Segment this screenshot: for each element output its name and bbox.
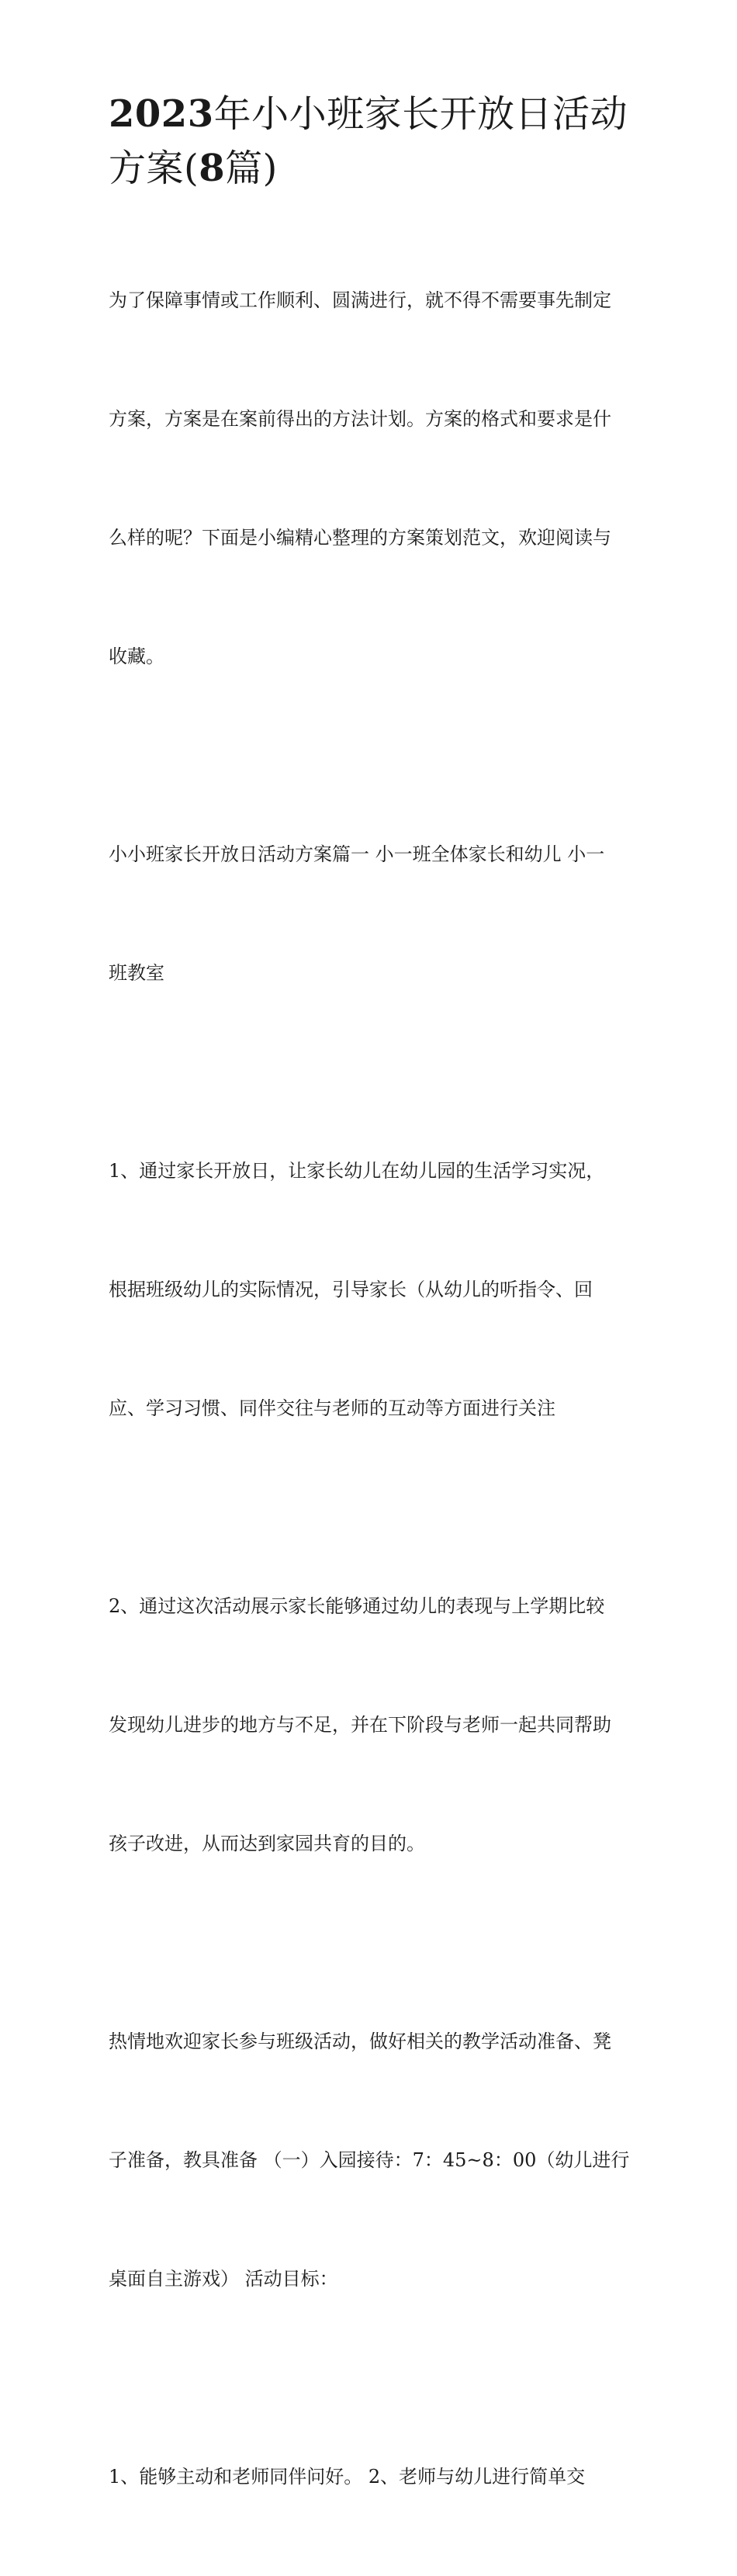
paragraph-preparation [109, 1943, 632, 2378]
paragraph-line: 方案，方案是在案前得出的方法计划。方案的格式和要求是什 [109, 408, 611, 430]
title-count: 8 [199, 147, 226, 190]
paragraph-line: 热情地欢迎家长参与班级活动，做好相关的教学活动准备、凳 [109, 2031, 611, 2052]
title-text-2b: 篇) [225, 147, 278, 190]
paragraph-line: 孩子改进，从而达到家园共育的目的。 [109, 1833, 425, 1854]
document-title [109, 87, 632, 196]
paragraph-goal-two [109, 1508, 632, 1943]
paragraph-line: 应、学习习惯、同伴交往与老师的互动等方面进行关注 [109, 1397, 555, 1419]
paragraph-line: 1、通过家长开放日，让家长幼儿在幼儿园的生活学习实况， [109, 1160, 605, 1182]
title-text-2a: 方案( [109, 147, 199, 190]
paragraph-section-one [109, 756, 632, 1072]
title-year: 2023 [109, 92, 214, 136]
paragraph-line: 为了保障事情或工作顺利、圆满进行，就不得不需要事先制定 [109, 289, 611, 311]
title-line-1 [109, 87, 632, 141]
title-line-2 [109, 141, 632, 196]
paragraph-line: 小小班家长开放日活动方案篇一 小一班全体家长和幼儿 小一 [109, 843, 605, 865]
paragraph-line: 子准备，教具准备 （一）入园接待：7：45~8：00（幼儿进行 [109, 2149, 630, 2171]
paragraph-intro [109, 202, 632, 756]
document-content [109, 87, 632, 2576]
paragraph-line: 发现幼儿进步的地方与不足，并在下阶段与老师一起共同帮助 [109, 1714, 611, 1736]
paragraph-goal-one [109, 1072, 632, 1508]
paragraph-line: 2、通过这次活动展示家长能够通过幼儿的表现与上学期比较 [109, 1595, 605, 1617]
paragraph-line: 么样的呢？下面是小编精心整理的方案策划范文，欢迎阅读与 [109, 527, 611, 549]
paragraph-line: 1、能够主动和老师同伴问好。 2、老师与幼儿进行简单交 [109, 2466, 586, 2488]
paragraph-line: 桌面自主游戏） 活动目标： [109, 2268, 338, 2290]
paragraph-line: 根据班级幼儿的实际情况，引导家长（从幼儿的听指令、回 [109, 1279, 593, 1300]
paragraph-line: 班教室 [109, 962, 164, 984]
paragraph-line: 收藏。 [109, 646, 164, 667]
title-text-1: 年小小班家长开放日活动 [213, 92, 628, 136]
paragraph-activity-goals [109, 2378, 632, 2576]
